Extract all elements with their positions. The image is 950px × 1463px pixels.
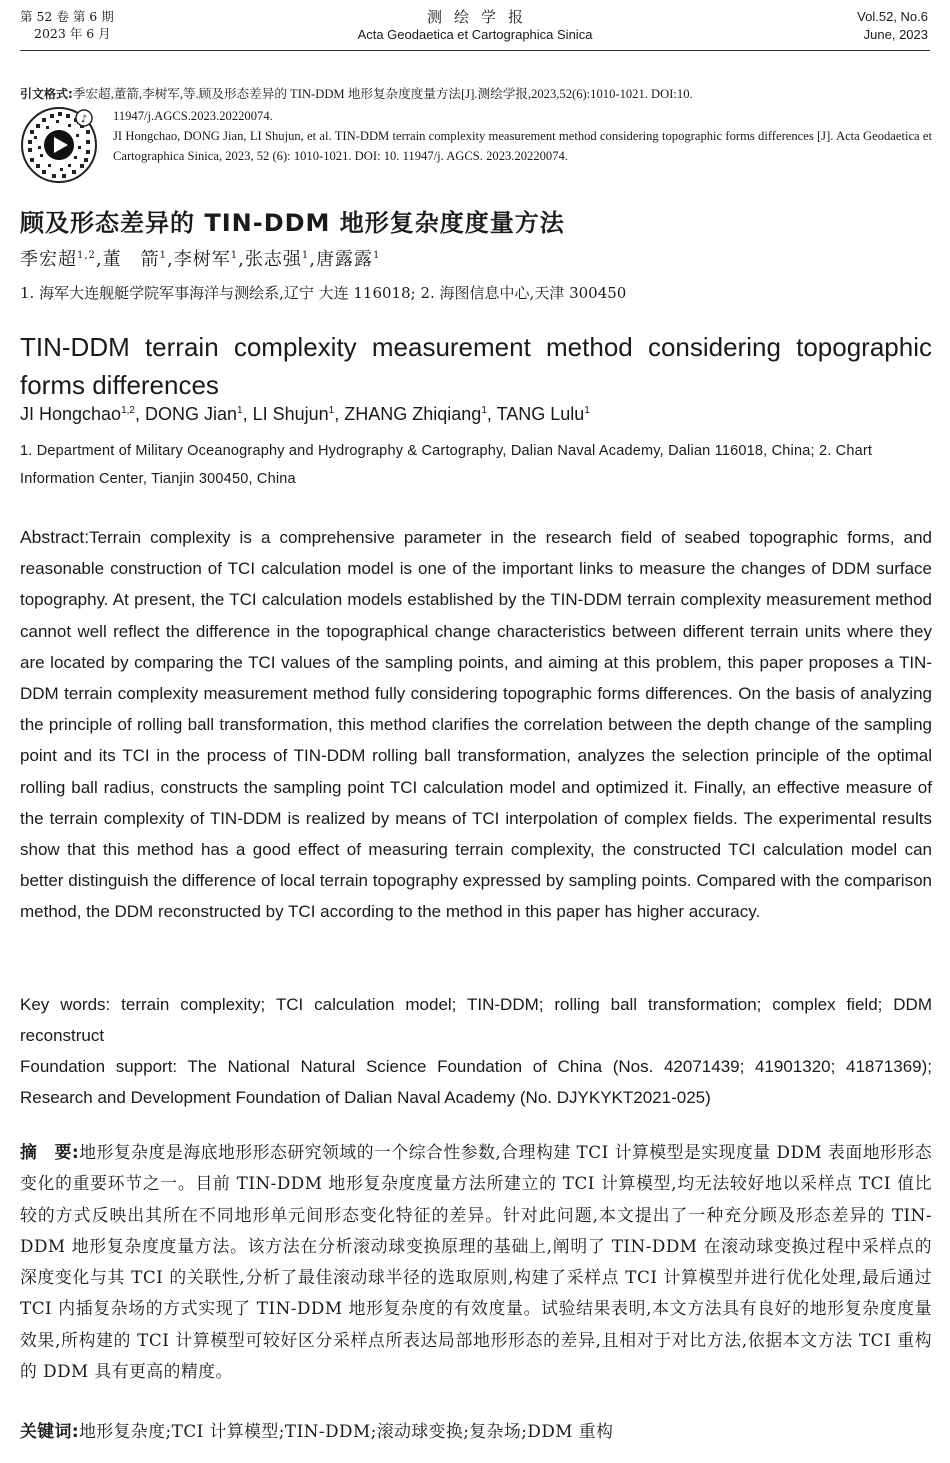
citation-en: JI Hongchao, DONG Jian, LI Shujun, et al. TIN-DDM terrain complexity measurement method considering topographic forms differences [J]. Acta Geodaetica et Cartographica Sinica, 2023, 52 (6): 1010-1021. DOI: 10. 11947/j. AGCS. 2023.20220074.	[113, 129, 932, 163]
foundation-en-text: The National Natural Science Foundation of China (Nos. 42071439; 41901320; 41871369); Research and Development Foundation of Dalian Naval Academy (No. DJYKYKT2021-025)	[20, 1057, 933, 1107]
author-en-aff: 1,2	[121, 405, 135, 416]
page-header	[0, 0, 950, 56]
affiliation-cn: 1. 海军大连舰艇学院军事海洋与测绘系,辽宁 大连 116018; 2. 海图信息中心,天津 300450	[20, 284, 627, 302]
abstract-cn-label: 摘 要:	[20, 1142, 80, 1162]
authors-en: JI Hongchao$^{1,2}$, DONG Jian$^1$, LI Shujun$^1$, ZHANG Zhiqiang$^1$, TANG Lulu$^1$	[20, 404, 590, 424]
volume-en: Vol.52, No.6	[857, 9, 928, 24]
date-cn: 2023 年 6 月	[34, 26, 111, 41]
svg-text:♪: ♪	[80, 114, 88, 125]
volume-cn: 第 52 卷 第 6 期	[20, 9, 114, 24]
author-cn: 季宏超	[20, 249, 77, 270]
header-rule	[20, 50, 930, 51]
title-en: TIN-DDM terrain complexity measurement method considering topographic forms differences	[20, 332, 932, 400]
header-center	[0, 8, 950, 44]
author-cn-aff: 1,2	[77, 250, 96, 261]
keywords-cn	[20, 1416, 932, 1447]
foundation-en-label: Foundation support:	[20, 1057, 178, 1076]
author-en: ZHANG Zhiqiang	[344, 404, 482, 424]
author-en-aff: 1	[237, 405, 243, 416]
title-cn: 顾及形态差异的 TIN-DDM 地形复杂度度量方法	[20, 209, 565, 237]
keywords-en	[20, 989, 932, 1051]
author-cn: 李树军	[173, 249, 231, 270]
author-en: DONG Jian	[145, 404, 238, 424]
date-en: June, 2023	[863, 27, 928, 42]
keywords-en-label: Key words:	[20, 995, 111, 1014]
header-right	[857, 8, 928, 44]
author-cn-aff: 1	[301, 250, 310, 261]
abstract-cn-text: 地形复杂度是海底地形形态研究领域的一个综合性参数,合理构建 TCI 计算模型是实现度量 DDM 表面地形形态变化的重要环节之一。目前 TIN-DDM 地形复杂度度量方法所建立的 TCI 计算模型,均无法较好地以采样点 TCI 值比较的方式反映出其所在不同地形单元间形态变化特征的差异。针对此问题,本文提出了一种充分顾及形态差异的 TIN-DDM 地形复杂度度量方法。该方法在分析滚动球变换原理的基础上,阐明了 TIN-DDM 在滚动球变换过程中采样点的深度变化与其 TCI 的关联性,分析了最佳滚动球半径的选取原则,构建了采样点 TCI 计算模型并进行优化处理,最后通过 TCI 内插复杂场的方式实现了 TIN-DDM 地形复杂度的有效度量。试验结果表明,本文方法具有良好的地形复杂度度量效果,所构建的 TCI 计算模型可较好区分采样点所表达局部地形形态的差异,且相对于对比方法,依据本文方法 TCI 重构的 DDM 具有更高的精度。	[20, 1142, 932, 1382]
keywords-cn-text: 地形复杂度;TCI 计算模型;TIN-DDM;滚动球变换;复杂场;DDM 重构	[79, 1421, 614, 1441]
affiliation-en: 1. Department of Military Oceanography and Hydrography & Cartography, Dalian Naval Academy, Dalian 116018, China; 2. Chart Information Center, Tianjin 300450, China	[20, 443, 873, 487]
author-en-aff: 1	[584, 405, 590, 416]
abstract-en-text: Terrain complexity is a comprehensive parameter in the research field of seabed topographic forms, and reasonable construction of TCI calculation model is one of the important links to measure the changes of DDM surface topography. At present, the TCI calculation models established by the TIN-DDM terrain complexity measurement method cannot well reflect the difference in the topographical change characteristics between different terrain units where they are located by comparing the TCI values of the sampling points, and aiming at this problem, this paper proposes a TIN-DDM terrain complexity measurement method fully considering topographic forms differences. On the basis of analyzing the principle of rolling ball transformation, this method clarifies the correlation between the depth change of the sampling point and its TCI in the process of TIN-DDM rolling ball transformation, analyzes the selection principle of the optimal rolling ball radius, constructs the sampling point TCI calculation model and optimized it. Finally, an effective measure of the terrain complexity of TIN-DDM is realized by means of TCI interpolation of complex fields. The experimental results show that this method has a good effect of measuring terrain complexity, the constructed TCI calculation model can better distinguish the difference of local terrain topography expressed by sampling points. Compared with the comparison method, the DDM reconstructed by TCI according to the method in this paper has higher accuracy.	[20, 528, 932, 922]
author-cn: 董 箭	[102, 249, 160, 270]
author-en: TANG Lulu	[496, 404, 585, 424]
author-en-aff: 1	[328, 405, 335, 416]
author-cn: 唐露露	[315, 249, 373, 270]
authors-cn: 季宏超$^{1,2}$,董 箭$^1$,李树军$^1$,张志强$^1$,唐露露$^1$	[20, 249, 381, 270]
keywords-cn-label: 关键词:	[20, 1421, 80, 1441]
abstract-en-label: Abstract:	[20, 527, 90, 547]
citation-cn	[20, 84, 932, 104]
citation-cn-text: 季宏超,董箭,李树军,等.顾及形态差异的 TIN-DDM 地形复杂度度量方法[J].测绘学报,2023,52(6):1010-1021. DOI:10.	[72, 87, 693, 101]
author-cn-aff: 1	[230, 250, 239, 261]
citation-label: 引文格式:	[20, 87, 73, 101]
journal-en: Acta Geodaetica et Cartographica Sinica	[357, 27, 593, 42]
journal-cn: 测绘学报	[426, 8, 535, 26]
author-cn: 张志强	[244, 249, 302, 270]
abstract-cn	[20, 1137, 932, 1387]
citation-cn-continued: 11947/j.AGCS.2023.20220074.	[113, 109, 273, 123]
author-en: LI Shujun	[252, 404, 329, 424]
qr-code-icon[interactable]	[20, 106, 98, 184]
author-cn-aff: 1	[159, 250, 168, 261]
abstract-en	[20, 522, 932, 928]
foundation-en	[20, 1051, 932, 1113]
author-en-aff: 1	[481, 405, 487, 416]
keywords-en-text: terrain complexity; TCI calculation model; TIN-DDM; rolling ball transformation; complex field; DDM reconstruct	[20, 995, 932, 1045]
author-cn-aff: 1	[372, 250, 381, 261]
author-en: JI Hongchao	[20, 404, 122, 424]
